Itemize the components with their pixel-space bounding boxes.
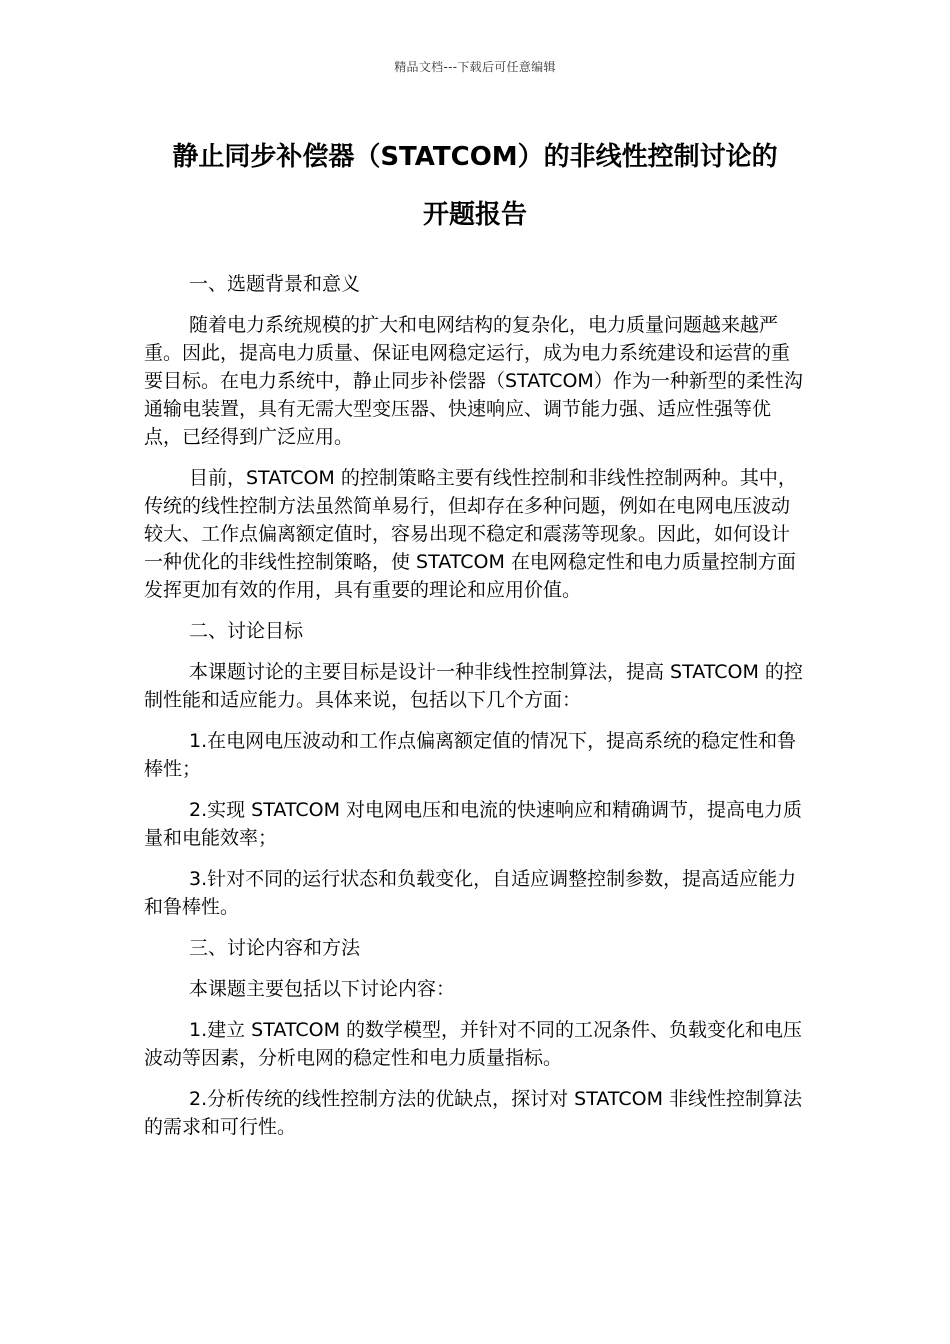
list-item-objective-3: 3.针对不同的运行状态和负载变化，自适应调整控制参数，提高适应能力和鲁棒性。 <box>144 868 797 918</box>
title-line-1: 静止同步补偿器（STATCOM）的非线性控制讨论的 <box>172 142 778 172</box>
document-body <box>144 270 808 1154</box>
title-line-2: 开题报告 <box>422 200 527 230</box>
paragraph-content-intro: 本课题主要包括以下讨论内容： <box>189 978 456 1000</box>
paragraph-background-1: 随着电力系统规模的扩大和电网结构的复杂化，电力质量问题越来越严重。因此，提高电力质量、保证电网稳定运行，成为电力系统建设和运营的重要目标。在电力系统中，静止同步补偿器（STATCOM）作为一种新型的柔性沟通输电装置，具有无需大型变压器、快速响应、调节能力强、适应性强等优点，已经得到广泛应用。 <box>144 314 803 448</box>
list-item-objective-1: 1.在电网电压波动和工作点偏离额定值的情况下，提高系统的稳定性和鲁棒性； <box>144 730 797 780</box>
section-heading-objectives: 二、讨论目标 <box>189 620 304 642</box>
running-header: 精品文档---下载后可任意编辑 <box>394 60 556 74</box>
section-heading-background: 一、选题背景和意义 <box>189 273 361 295</box>
document-title <box>140 128 810 244</box>
list-item-content-2: 2.分析传统的线性控制方法的优缺点，探讨对 STATCOM 非线性控制算法的需求和可行性。 <box>144 1088 803 1138</box>
list-item-objective-2: 2.实现 STATCOM 对电网电压和电流的快速响应和精确调节，提高电力质量和电能效率； <box>144 799 803 849</box>
paragraph-objectives-intro: 本课题讨论的主要目标是设计一种非线性控制算法，提高 STATCOM 的控制性能和适应能力。具体来说，包括以下几个方面： <box>144 661 803 711</box>
section-heading-content-methods: 三、讨论内容和方法 <box>189 937 361 959</box>
paragraph-background-2: 目前，STATCOM 的控制策略主要有线性控制和非线性控制两种。其中，传统的线性控制方法虽然简单易行，但却存在多种问题，例如在电网电压波动较大、工作点偏离额定值时，容易出现不稳定和震荡等现象。因此，如何设计一种优化的非线性控制策略，使 STATCOM 在电网稳定性和电力质量控制方面发挥更加有效的作用，具有重要的理论和应用价值。 <box>144 467 797 601</box>
list-item-content-1: 1.建立 STATCOM 的数学模型，并针对不同的工况条件、负载变化和电压波动等因素，分析电网的稳定性和电力质量指标。 <box>144 1019 803 1069</box>
